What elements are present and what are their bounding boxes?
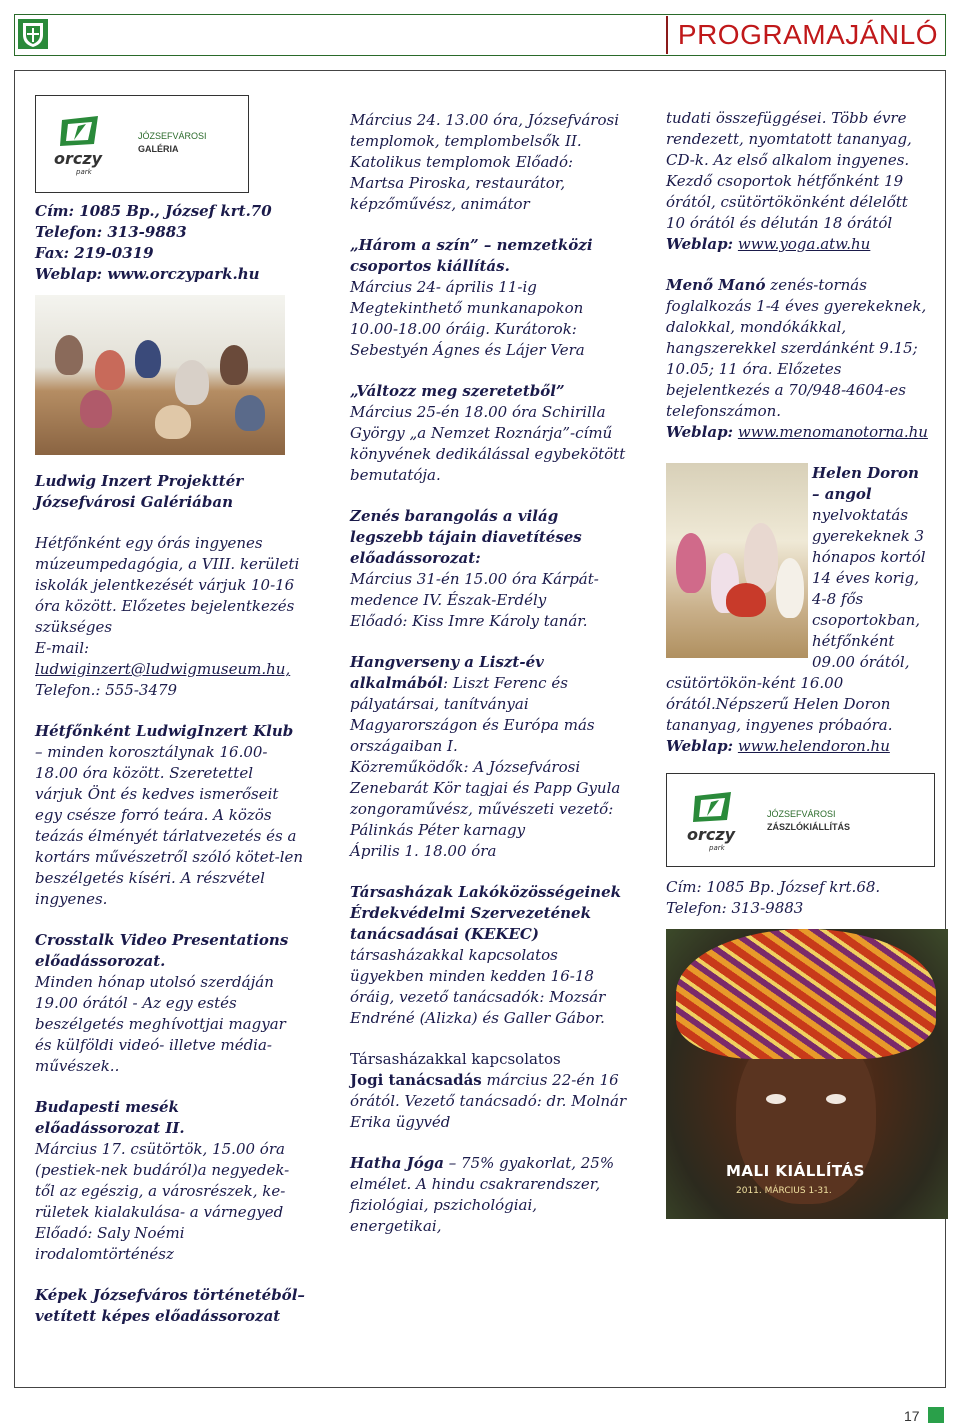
zenes-title: Zenés barangolás a világ legszebb tájain diavetítéses előadássorozat: xyxy=(350,507,582,567)
kekec-body: társasházakkal kapcsolatos ügyekben minden kedden 16-18 óráig, vezető tanácsadók: Mozsár Endréné (Alizka) és Galler Gábor. xyxy=(350,946,606,1027)
children-workshop-photo xyxy=(35,295,285,455)
address: Cím: 1085 Bp., József krt.70 xyxy=(35,202,272,220)
valtozz-title: „Változz meg szeretetből” xyxy=(350,382,565,400)
orczy-zaszlo-logo xyxy=(666,773,935,867)
crosstalk-title: Crosstalk Video Presentations előadássorozat. xyxy=(35,931,289,970)
orczy-galeria-logo xyxy=(35,95,249,193)
logo2-line2: ZÁSZLÓKIÁLLÍTÁS xyxy=(767,822,850,832)
joga-continued: tudati összefüggései. Több évre rendezett, nyomtatott tananyag, CD-k. Az első alkalom ingyenes. Kezdő csoportok hétfőnként 19 órától, csütörtökönként délelőtt 10 órától és délután 18 órától xyxy=(666,109,912,232)
column-left xyxy=(35,95,305,1347)
ludwig-phone: Telefon.: 555-3479 xyxy=(35,681,178,699)
mesek-body: Március 17. csütörtök, 15.00 óra (pestiek-nek budáról)a negyedek-től az egészig, a városrészek, ke-rületek kialakulása- a várnegyed xyxy=(35,1140,290,1221)
jogi-body: március 22-én 16 órától. Vezető tanácsadó: dr. Molnár Erika ügyvéd xyxy=(350,1071,627,1131)
jogi-pre: Társasházakkal kapcsolatos xyxy=(350,1050,561,1068)
liszt-body: : Liszt Ferenc és pályatársai, tanítványai Magyarországon és Európa más országaiban I. xyxy=(350,674,595,755)
helen-web-label: Weblap: xyxy=(666,737,734,755)
meno-web-link[interactable]: www.menomanotorna.hu xyxy=(737,423,928,441)
poster-title: MALI KIÁLLÍTÁS xyxy=(726,1162,865,1180)
page-title: PROGRAMAJÁNLÓ xyxy=(666,16,944,54)
joga-body: – 75% gyakorlat, 25% elmélet. A hindu csakrarendszer, fiziológiai, pszichológiai, energetikai, xyxy=(350,1154,615,1235)
email-label: E-mail: xyxy=(35,639,90,657)
mali-exhibition-poster xyxy=(666,929,948,1219)
ludwig-body: Hétfőnként egy órás ingyenes múzeumpedagógia, a VIII. kerületi iskolák jelentkezését várjuk 10-16 óra között. Előzetes bejelentkezés szükséges xyxy=(35,534,300,636)
harom-title: „Három a szín” – nemzetközi csoportos kiállítás. xyxy=(350,236,593,275)
logo-line2: GALÉRIA xyxy=(138,144,179,154)
headscarf xyxy=(676,929,936,1059)
coat-of-arms-icon xyxy=(18,19,48,49)
orczy-park-logo-icon xyxy=(48,110,128,180)
phone-2: Telefon: 313-9883 xyxy=(666,899,804,917)
liszt-performers: Közreműködők: A Józsefvárosi Zenebarát Kör tagjai és Papp Gyula zongoraművész, művészeti vezető: Pálinkás Péter karnagy xyxy=(350,758,621,839)
address-2: Cím: 1085 Bp. József krt.68. xyxy=(666,878,881,896)
logo-brand: orczy xyxy=(54,149,103,168)
fax: Fax: 219-0319 xyxy=(35,244,154,262)
column-right xyxy=(666,108,931,1219)
page-number: 17 xyxy=(904,1408,920,1424)
crosstalk-body: Minden hónap utolsó szerdáján 19.00 órától - Az egy estés beszélgetés meghívottjai magyar és külföldi videó- illetve média-művészek.. xyxy=(35,973,286,1075)
ludwig-email-link[interactable]: ludwiginzert@ludwigmuseum.hu, xyxy=(35,660,291,678)
logo2-sub: park xyxy=(709,844,725,852)
poster-subtitle: 2011. MÁRCIUS 1-31. xyxy=(736,1186,832,1196)
meno-body: zenés-tornás foglalkozás 1-4 éves gyerekeknek, dalokkal, mondókákkal, hangszerekkel szerdánként 9.15; 10.05; 11 óra. Előzetes bejelentkezés a 70/948-4604-es telefonszámon. xyxy=(666,276,927,420)
liszt-date: Április 1. 18.00 óra xyxy=(350,842,497,860)
column-middle xyxy=(350,110,630,1257)
mesek-title: Budapesti mesék előadássorozat II. xyxy=(35,1098,185,1137)
helen-body: nyelvoktatás gyerekeknek 3 hónapos kortól 14 éves korig, 4-8 fős csoportokban, hétfőnként 09.00 órától, csütörtökön-ként 16.00 órától.Népszerű Helen Doron tananyag, ingyenes próbaóra. xyxy=(666,506,926,734)
liszt-title: Hangverseny a Liszt-év alkalmából xyxy=(350,653,544,692)
meno-title: Menő Manó xyxy=(666,276,766,294)
zenes-speaker: Előadó: Kiss Imre Károly tanár. xyxy=(350,612,588,630)
helen-web-link[interactable]: www.helendoron.hu xyxy=(737,737,890,755)
logo2-line1: JÓZSEFVÁROSI xyxy=(767,809,836,819)
templom-body: Március 24. 13.00 óra, Józsefvárosi templomok, templombelsők II. Katolikus templomok Előadó: Martsa Piroska, restaurátor, képzőművész, animátor xyxy=(350,111,619,213)
website[interactable]: Weblap: www.orczypark.hu xyxy=(35,265,260,283)
logo-line1: JÓZSEFVÁROSI xyxy=(138,131,207,141)
valtozz-body: Március 25-én 18.00 óra Schirilla György „a Nemzet Roznárja”-című könyvének dedikálással egybekötött bemutatója. xyxy=(350,403,626,484)
logo-caption xyxy=(138,130,207,156)
orczy-park-logo-icon-2 xyxy=(681,786,761,856)
zenes-body: Március 31-én 15.00 óra Kárpát-medence IV. Észak-Erdély xyxy=(350,570,599,609)
logo2-caption xyxy=(767,808,850,834)
club-body: – minden korosztálynak 16.00-18.00 óra között. Szeretettel várjuk Önt és kedves ismerőseit egy csésze forró teára. A közös teázás élményét tárlatvezetés és a kortárs művészetről szóló kötet-len beszélgetés kíséri. A részvétel ingyenes. xyxy=(35,743,304,908)
phone: Telefon: 313-9883 xyxy=(35,223,187,241)
meno-web-label: Weblap: xyxy=(666,423,734,441)
logo2-brand: orczy xyxy=(687,825,736,844)
club-title: Hétfőnként LudwigInzert Klub xyxy=(35,722,294,740)
jogi-title: Jogi tanácsadás xyxy=(350,1071,482,1089)
kekec-title: Társasházak Lakóközösségeinek Érdekvédelmi Szervezetének tanácsadásai (KEKEC) xyxy=(350,883,622,943)
logo-sub: park xyxy=(76,168,92,176)
mesek-speaker: Előadó: Saly Noémi irodalomtörténész xyxy=(35,1224,185,1263)
joga-web-label: Weblap: xyxy=(666,235,734,253)
ludwig-title: Ludwig Inzert Projekttér Józsefvárosi Galériában xyxy=(35,472,244,511)
harom-body: Március 24- április 11-ig Megtekinthető munkanapokon 10.00-18.00 óráig. Kurátorok: Sebestyén Ágnes és Lájer Vera xyxy=(350,278,585,359)
joga-web-link[interactable]: www.yoga.atw.hu xyxy=(737,235,871,253)
helen-title: Helen Doron – angol xyxy=(812,464,919,503)
joga-title: Hatha Jóga xyxy=(350,1154,444,1172)
kepek-title: Képek Józsefváros történetéből– vetített képes előadássorozat xyxy=(35,1286,305,1325)
page-marker-square xyxy=(928,1407,944,1423)
helen-doron-photo xyxy=(666,463,808,658)
